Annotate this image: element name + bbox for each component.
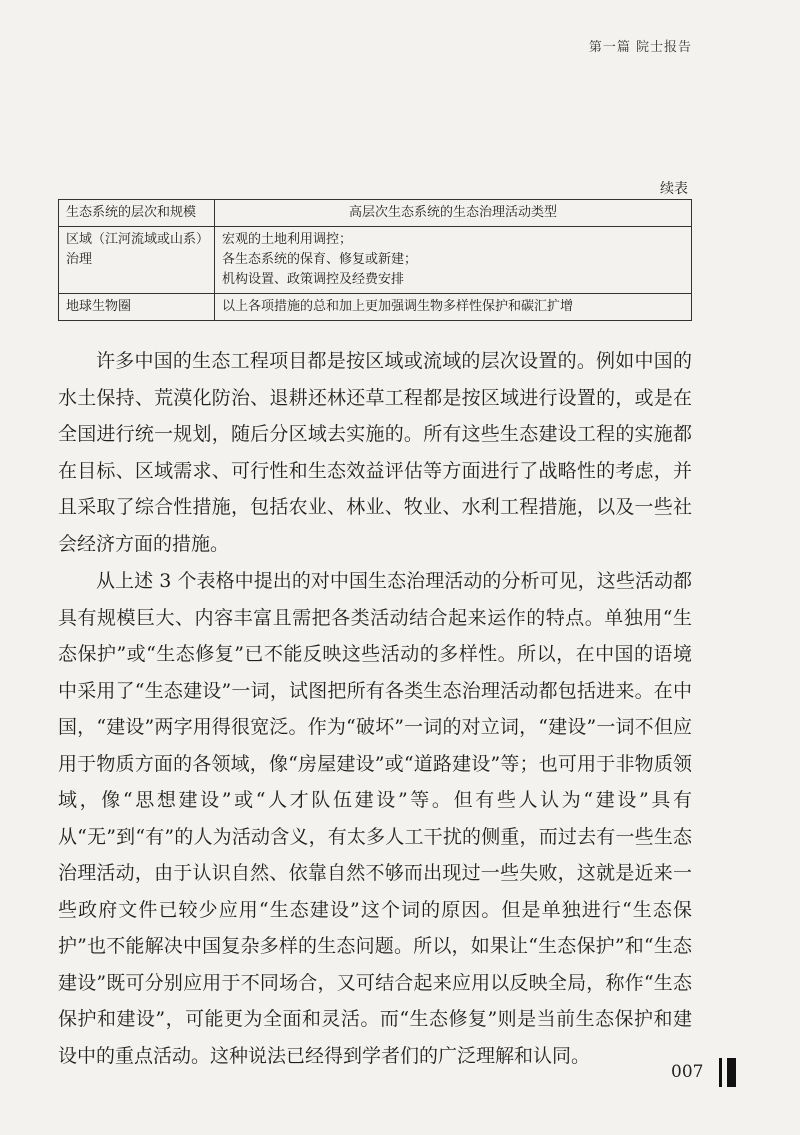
activity-line: 机构设置、政策调控及经费安排 (222, 272, 405, 287)
page-number: 007 (671, 1062, 704, 1082)
page-edge-marker (719, 1058, 722, 1087)
column-header: 高层次生态系统的生态治理活动类型 (215, 200, 692, 227)
ecosystem-activity-table (58, 199, 692, 321)
table-continued-label: 续表 (660, 181, 688, 197)
paragraph: 许多中国的生态工程项目都是按区域或流域的层次设置的。例如中国的水土保持、荒漠化防治、退耕还林还草工程都是按区域进行设置的，或是在全国进行统一规划，随后分区域去实施的。所有这些生态建设工程的实施都在目标、区域需求、可行性和生态效益评估等方面进行了战略性的考虑，并且采取了综合性措施，包括农业、林业、牧业、水利工程措施，以及一些社会经济方面的措施。 (58, 350, 692, 555)
paragraph: 从上述 3 个表格中提出的对中国生态治理活动的分析可见，这些活动都具有规模巨大、内容丰富且需把各类活动结合起来运作的特点。单独用“生态保护”或“生态修复”已不能反映这些活动的多样性。所以，在中国的语境中采用了“生态建设”一词，试图把所有各类生态治理活动都包括进来。在中国，“建设”两字用得很宽泛。作为“破坏”一词的对立词，“建设”一词不但应用于物质方面的各领域，像“房屋建设”或“道路建设”等；也可用于非物质领域，像“思想建设”或“人才队伍建设”等。但有些人认为“建设”具有从“无”到“有”的人为活动含义，有太多人工干扰的侧重，而过去有一些生态治理活动，由于认识自然、依靠自然不够而出现过一些失败，这就是近来一些政府文件已较少应用“生态建设”这个词的原因。但是单独进行“生态保护”也不能解决中国复杂多样的生态问题。所以，如果让“生态保护”和“生态建设”既可分别应用于不同场合，又可结合起来应用以反映全局，称作“生态保护和建设”，可能更为全面和灵活。而“生态修复”则是当前生态保护和建设中的重点活动。这种说法已经得到学者们的广泛理解和认同。 (58, 570, 692, 1067)
table-cell-activities (215, 294, 692, 321)
table-header-row (59, 200, 692, 227)
activity-line: 以上各项措施的总和加上更加强调生物多样性保护和碳汇扩增 (222, 299, 574, 314)
table-cell-activities (215, 227, 692, 294)
activity-line: 各生态系统的保育、修复或新建； (222, 252, 418, 267)
activity-line: 宏观的土地利用调控； (222, 232, 353, 247)
table-cell-level: 区域（江河流域或山系）治理 (59, 227, 215, 294)
table-row (59, 294, 692, 321)
page-edge-marker (727, 1058, 736, 1087)
column-header: 生态系统的层次和规模 (59, 200, 215, 227)
table-row (59, 227, 692, 294)
body-text (58, 343, 692, 1075)
table-cell-level: 地球生物圈 (59, 294, 215, 321)
running-header: 第一篇 院士报告 (588, 40, 692, 55)
